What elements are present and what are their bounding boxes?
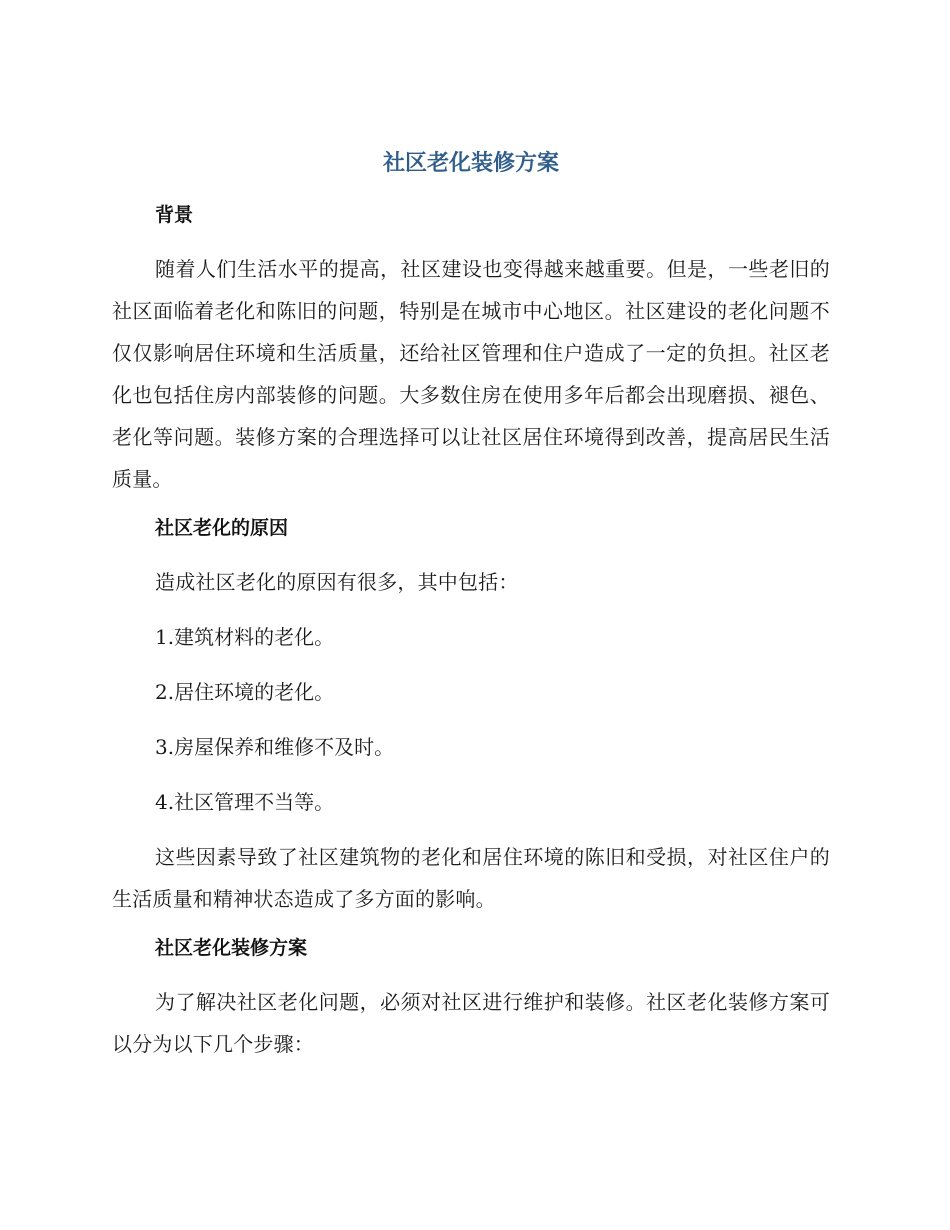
plan-paragraph: 为了解决社区老化问题，必须对社区进行维护和装修。社区老化装修方案可以分为以下几个步骤： [112,990,830,1056]
cause-item: 4.社区管理不当等。 [155,790,335,814]
cause-item: 3.房屋保养和维修不及时。 [155,735,395,759]
section-heading-background: 背景 [155,204,194,226]
cause-item: 2.居住环境的老化。 [155,680,335,704]
background-paragraph: 随着人们生活水平的提高，社区建设也变得越来越重要。但是，一些老旧的社区面临着老化和陈旧的问题，特别是在城市中心地区。社区建设的老化问题不仅仅影响居住环境和生活质量，还给社区管理和住户造成了一定的负担。社区老化也包括住房内部装修的问题。大多数住房在使用多年后都会出现磨损、褪色、老化等问题。装修方案的合理选择可以让社区居住环境得到改善，提高居民生活质量。 [112,257,830,491]
causes-conclusion: 这些因素导致了社区建筑物的老化和居住环境的陈旧和受损，对社区住户的生活质量和精神状态造成了多方面的影响。 [112,845,830,911]
causes-intro: 造成社区老化的原因有很多，其中包括： [155,570,519,594]
document-body [112,146,830,1078]
section-heading-plan: 社区老化装修方案 [155,937,308,959]
document-title: 社区老化装修方案 [382,151,559,176]
section-heading-causes: 社区老化的原因 [155,517,289,539]
cause-item: 1.建筑材料的老化。 [155,625,335,649]
